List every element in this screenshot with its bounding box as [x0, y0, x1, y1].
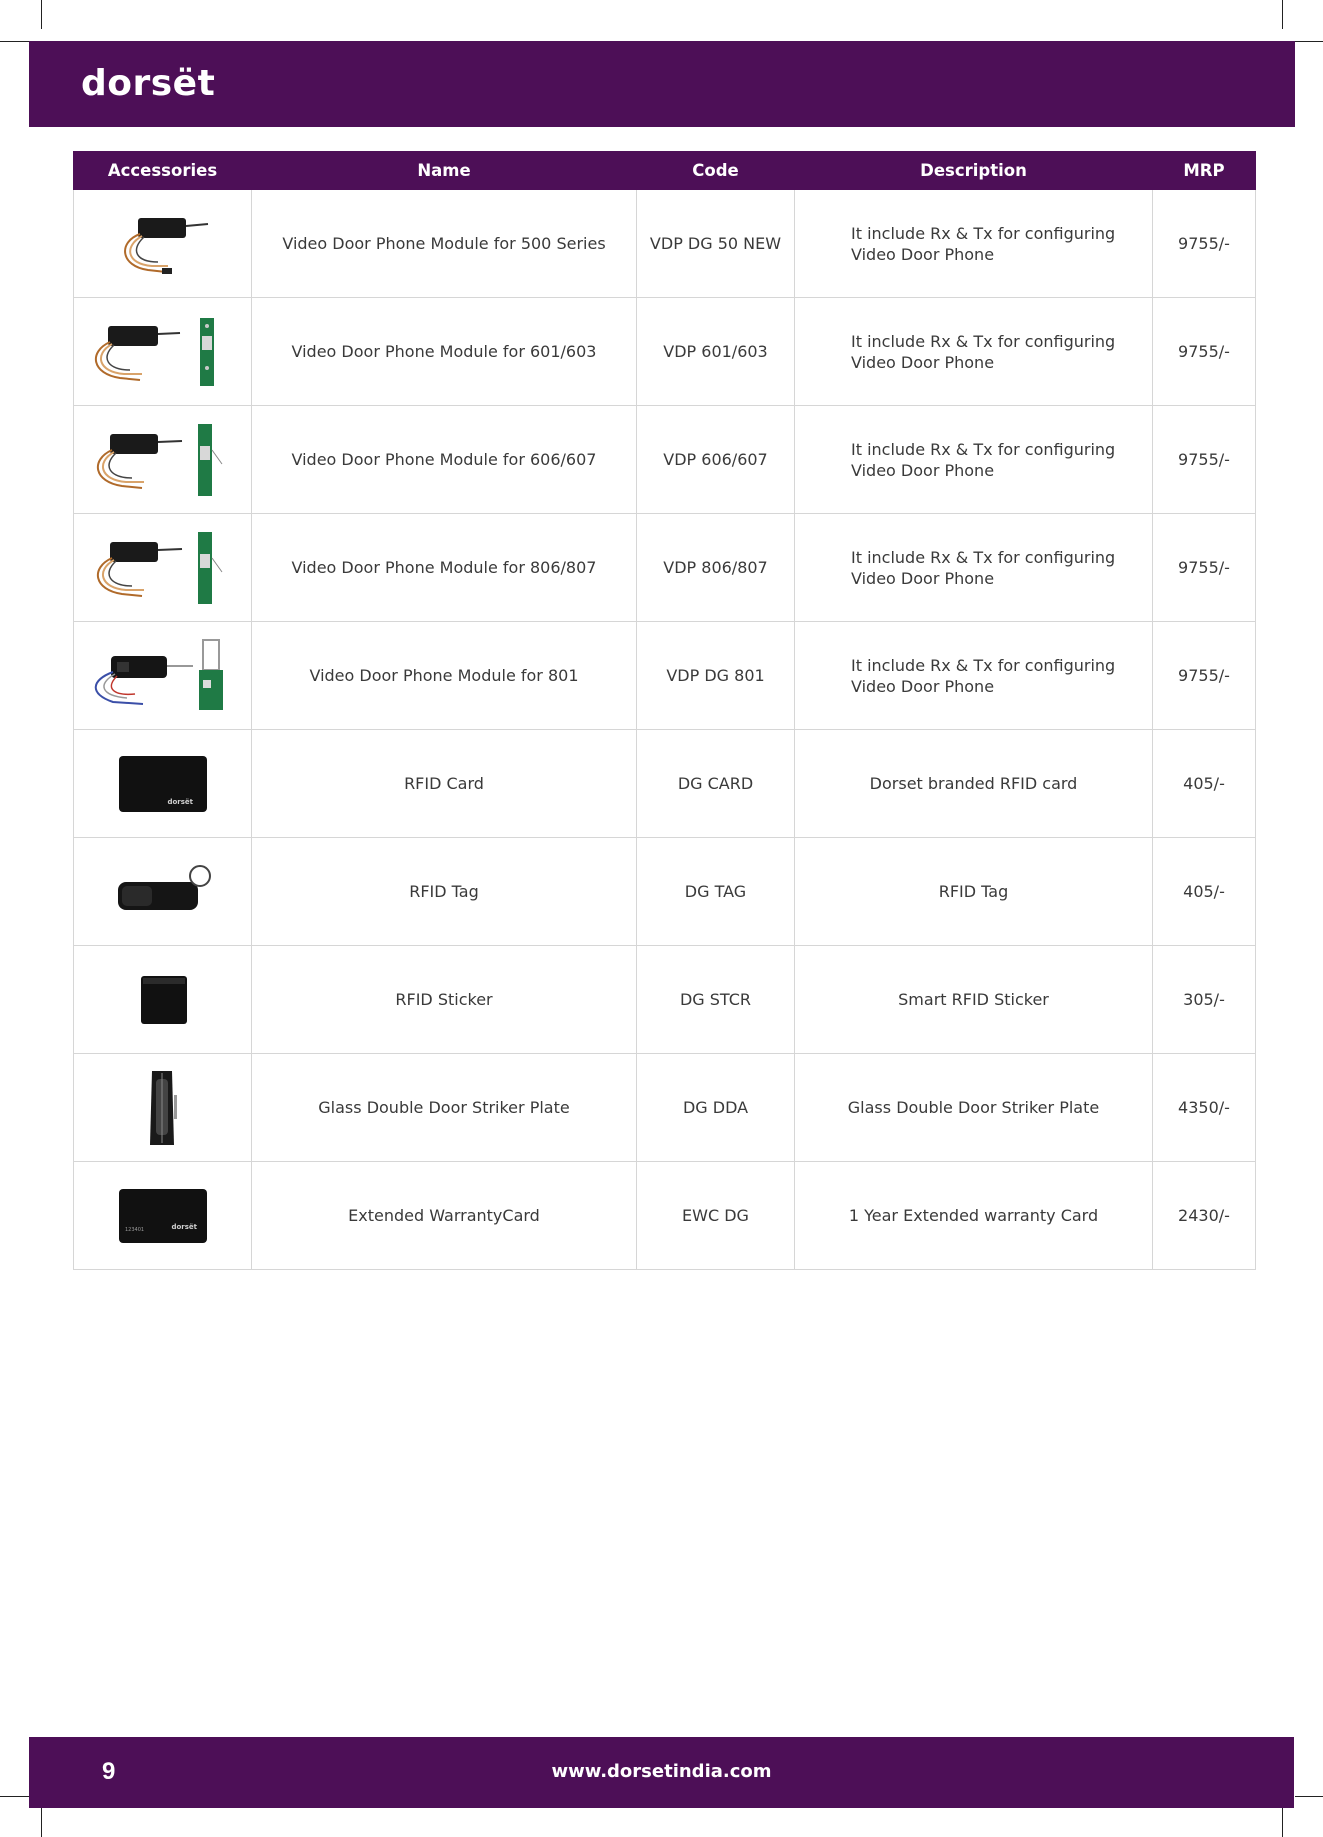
table-row — [74, 838, 1256, 946]
product-description — [795, 838, 1153, 946]
vdp-module-806-image — [88, 528, 238, 608]
product-code: VDP 606/607 — [637, 406, 795, 514]
table-row — [74, 190, 1256, 298]
product-description — [795, 622, 1153, 730]
table-row — [74, 1162, 1256, 1270]
vdp-module-801-image — [83, 636, 243, 716]
header-description: Description — [795, 152, 1153, 190]
product-code: DG STCR — [637, 946, 795, 1054]
description-line: 1 Year Extended warranty Card — [848, 1206, 1099, 1225]
footer-bar — [29, 1737, 1294, 1808]
product-code: VDP 806/807 — [637, 514, 795, 622]
description-line: Video Door Phone — [851, 244, 995, 264]
product-description — [795, 298, 1153, 406]
product-name: Video Door Phone Module for 606/607 — [252, 406, 637, 514]
product-description — [795, 946, 1153, 1054]
crop-mark — [1295, 1796, 1323, 1797]
accessory-image-cell — [74, 514, 252, 622]
product-mrp: 405/- — [1153, 838, 1256, 946]
product-mrp: 405/- — [1153, 730, 1256, 838]
table-row — [74, 946, 1256, 1054]
accessory-image-cell — [74, 406, 252, 514]
table-row — [74, 730, 1256, 838]
crop-mark — [1282, 1808, 1283, 1837]
description-line: It include Rx & Tx for configuring — [851, 331, 1116, 351]
brand-logo: dorsët — [81, 63, 216, 104]
crop-mark — [1295, 41, 1323, 42]
card-number-text: 123401 — [124, 1226, 144, 1233]
product-mrp: 9755/- — [1153, 622, 1256, 730]
rfid-card-image — [113, 752, 213, 816]
accessories-table — [73, 151, 1256, 1270]
header-name: Name — [252, 152, 637, 190]
crop-mark — [1282, 0, 1283, 29]
product-name: Video Door Phone Module for 801 — [252, 622, 637, 730]
product-code: DG TAG — [637, 838, 795, 946]
product-name: Video Door Phone Module for 500 Series — [252, 190, 637, 298]
product-description — [795, 406, 1153, 514]
product-mrp: 2430/- — [1153, 1162, 1256, 1270]
product-code: VDP DG 50 NEW — [637, 190, 795, 298]
description-line: Video Door Phone — [851, 352, 995, 372]
table-row — [74, 406, 1256, 514]
table-row — [74, 514, 1256, 622]
rfid-tag-image — [108, 862, 218, 922]
accessory-image-cell — [74, 1054, 252, 1162]
vdp-module-601-image — [88, 312, 238, 392]
header-accessories: Accessories — [74, 152, 252, 190]
card-logo-text: dorsët — [166, 797, 193, 806]
product-mrp: 305/- — [1153, 946, 1256, 1054]
crop-mark — [0, 41, 29, 42]
product-name: Video Door Phone Module for 601/603 — [252, 298, 637, 406]
description-line: Video Door Phone — [851, 676, 995, 696]
product-mrp: 4350/- — [1153, 1054, 1256, 1162]
product-code: VDP 601/603 — [637, 298, 795, 406]
accessory-image-cell — [74, 298, 252, 406]
website-url: www.dorsetindia.com — [551, 1761, 772, 1782]
accessory-image-cell — [74, 622, 252, 730]
description-line: It include Rx & Tx for configuring — [851, 439, 1116, 459]
product-name: Glass Double Door Striker Plate — [252, 1054, 637, 1162]
table-row — [74, 1054, 1256, 1162]
description-line: Glass Double Door Striker Plate — [847, 1098, 1100, 1117]
accessory-image-cell — [74, 1162, 252, 1270]
product-name: RFID Card — [252, 730, 637, 838]
product-mrp: 9755/- — [1153, 298, 1256, 406]
product-description — [795, 190, 1153, 298]
description-line: Video Door Phone — [851, 460, 995, 480]
product-name: RFID Sticker — [252, 946, 637, 1054]
description-line: It include Rx & Tx for configuring — [851, 655, 1116, 675]
card-logo-text: dorsët — [170, 1222, 197, 1231]
vdp-module-606-image — [88, 420, 238, 500]
accessory-image-cell — [74, 838, 252, 946]
product-mrp: 9755/- — [1153, 190, 1256, 298]
description-line: Dorset branded RFID card — [869, 774, 1078, 793]
description-line: Video Door Phone — [851, 568, 995, 588]
product-mrp: 9755/- — [1153, 514, 1256, 622]
header-bar — [29, 41, 1295, 127]
product-code: DG DDA — [637, 1054, 795, 1162]
product-description — [795, 1054, 1153, 1162]
page-number: 9 — [102, 1758, 116, 1785]
product-mrp: 9755/- — [1153, 406, 1256, 514]
accessory-image-cell — [74, 946, 252, 1054]
crop-mark — [41, 0, 42, 29]
header-mrp: MRP — [1153, 152, 1256, 190]
striker-plate-image — [138, 1065, 188, 1151]
description-line: It include Rx & Tx for configuring — [851, 223, 1116, 243]
product-code: DG CARD — [637, 730, 795, 838]
table-row — [74, 298, 1256, 406]
accessory-image-cell — [74, 730, 252, 838]
product-name: Extended WarrantyCard — [252, 1162, 637, 1270]
table-row — [74, 622, 1256, 730]
product-description — [795, 514, 1153, 622]
rfid-sticker-image — [133, 970, 193, 1030]
table-header-row — [74, 152, 1256, 190]
vdp-module-500-image — [108, 204, 218, 284]
product-name: RFID Tag — [252, 838, 637, 946]
crop-mark — [41, 1808, 42, 1837]
product-description — [795, 1162, 1153, 1270]
accessory-image-cell — [74, 190, 252, 298]
warranty-card-image — [113, 1185, 213, 1247]
product-code: VDP DG 801 — [637, 622, 795, 730]
crop-mark — [0, 1796, 29, 1797]
product-description — [795, 730, 1153, 838]
description-line: It include Rx & Tx for configuring — [851, 547, 1116, 567]
product-code: EWC DG — [637, 1162, 795, 1270]
header-code: Code — [637, 152, 795, 190]
description-line: Smart RFID Sticker — [898, 990, 1049, 1009]
product-name: Video Door Phone Module for 806/807 — [252, 514, 637, 622]
description-line: RFID Tag — [938, 882, 1009, 901]
